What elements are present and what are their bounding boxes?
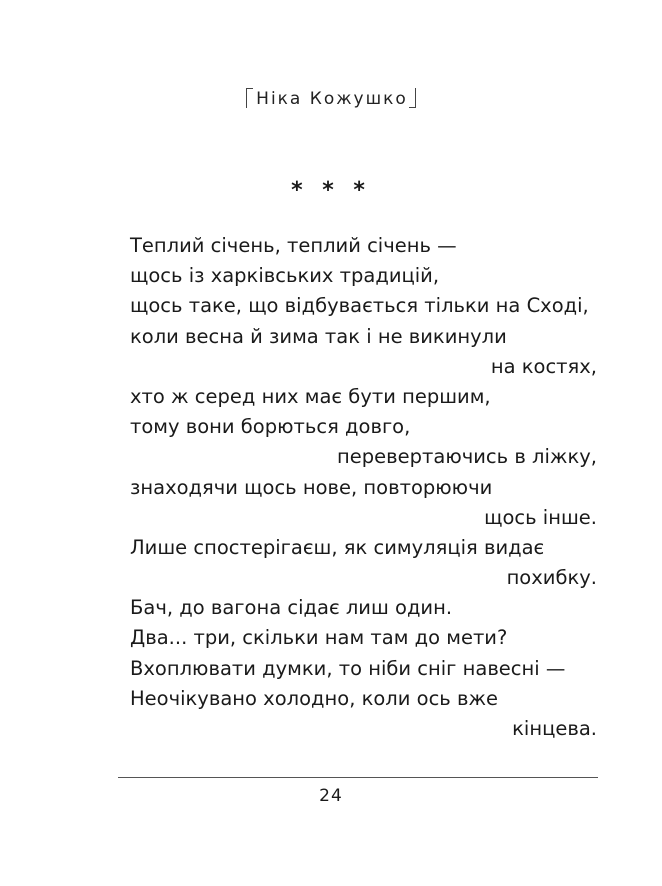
author-name: Ніка Кожушко: [256, 89, 408, 109]
page-header: [0, 88, 662, 109]
poem-line: на костях,: [490, 354, 597, 378]
poem-line: перевертаючись в ліжку,: [337, 445, 597, 469]
poem-line: Два... три, скільки нам там до мети?: [130, 626, 508, 650]
poem-line: Лише спостерігаєш, як симуляція видає: [130, 535, 545, 559]
poem-line: кінцева.: [512, 717, 597, 740]
poem-line: щось таке, що відбувається тільки на Сході,: [130, 294, 589, 318]
poem-line: щось із харківських традицій,: [130, 264, 440, 288]
poem-body: [130, 231, 597, 744]
poem-line: Вхоплювати думки, то ніби сніг навесні —: [130, 656, 566, 680]
poem-line: щось інше.: [484, 505, 597, 529]
poem-line: хто ж серед них має бути першим,: [130, 384, 491, 408]
section-separator: * * *: [291, 178, 371, 203]
poem-line: похибку.: [506, 566, 597, 590]
poem-line: знаходячи щось нове, повторюючи: [130, 475, 493, 499]
poem-line: Неочікувано холодно, коли ось вже: [130, 686, 499, 710]
poem-line: Бач, до вагона сідає лиш один.: [130, 596, 453, 620]
page-number: 24: [319, 786, 343, 806]
bracket-left-icon: [246, 88, 253, 108]
footer-divider: [118, 777, 598, 778]
bracket-right-icon: [409, 88, 416, 108]
poem-line: тому вони борються довго,: [130, 415, 411, 439]
poem-line: Теплий січень, теплий січень —: [130, 234, 457, 257]
poem-line: коли весна й зима так і не викинули: [130, 324, 507, 348]
